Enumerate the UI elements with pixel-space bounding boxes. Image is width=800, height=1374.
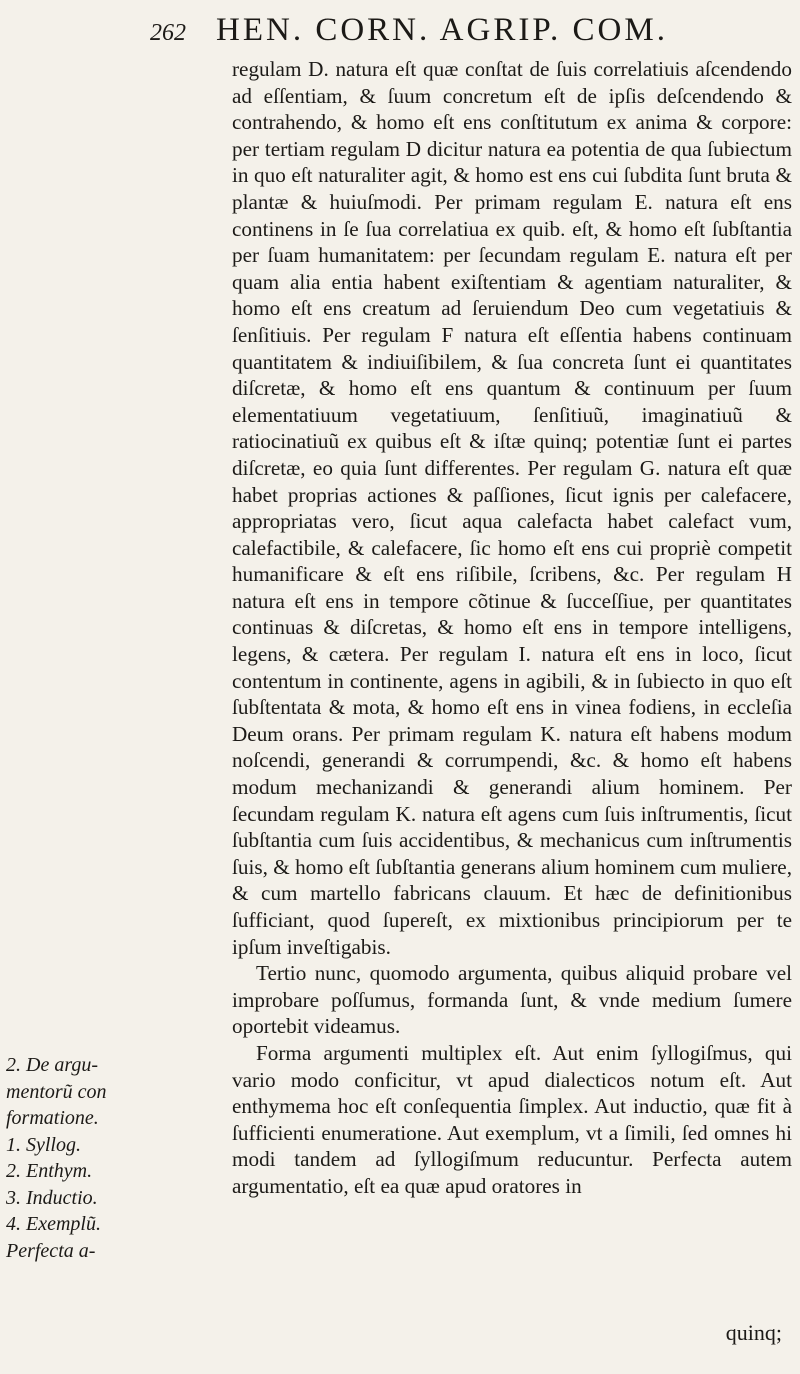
paragraph-argument-intro: Tertio nunc, quomodo argumenta, quibus aliquid probare vel improbare poſſumus, formanda ſunt, & vnde medium ſumere oportebit videamus. — [232, 961, 792, 1039]
margin-note: 3. Inductio. — [6, 1186, 98, 1209]
page-header — [150, 12, 710, 52]
margin-note: 1. Syllog. — [6, 1133, 81, 1156]
page-number: 262 — [150, 20, 186, 46]
margin-note: formatione. — [6, 1107, 99, 1129]
margin-note: Perfecta a- — [6, 1239, 96, 1262]
margin-notes — [6, 1052, 226, 1264]
running-head: HEN. CORN. AGRIP. COM. — [216, 12, 668, 48]
margin-note: 2. De argu- — [6, 1054, 99, 1076]
paragraph-argument-forms: Forma argumenti multiplex eſt. Aut enim ſyllogiſmus, qui vario modo conficitur, vt apud dialecticos notum eſt. Aut enthymema hoc eſt conſequentia ſimplex. Aut inductio, quæ fit à ſufficienti enumeratione. Aut exemplum, vt a ſimili, ſed omnes hi modi tandem ad ſyllogiſmum reducuntur. Perfecta autem argumentatio, eſt ea quæ apud oratores in — [232, 1040, 792, 1198]
main-text — [232, 56, 792, 1200]
margin-note: 4. Exemplũ. — [6, 1213, 101, 1235]
paragraph-definitions: regulam D. natura eſt quæ conſtat de ſuis correlatiuis aſcendendo ad eſſentiam, & ſuum concretum eſt de ipſis deſcendendo & contrahendo, & homo eſt ens conſtitutum ex anima & corpore: per tertiam regulam D dicitur natura ea potentia de qua ſubiectum in quo eſt naturaliter agit, & homo est ens cui ſubdita ſunt bruta & plantæ & huiuſmodi. Per primam regulam E. natura eſt ens continens in ſe ſua correlatiua ex quib. eſt, & homo eſt ſubſtantia per ſuam humanitatem: per ſecundam regulam E. natura eſt per quam alia entia habent exiſtentiam & agentiam naturaliter, & homo eſt ens creatum ad ſeruiendum Deo cum vegetatiuis & ſenſitiuis. Per regulam F natura eſt eſſentia habens continuam quantitatem & indiuiſibilem, & ſua concreta ſunt ei quantitates diſcretæ, & homo eſt ens quantum & continuum per ſuum elementatiuum vegetatiuum, ſenſitiuũ, imaginatiuũ & ratiocinatiuũ ex quibus eſt & iſtæ quinq; potentiæ ſunt ei partes diſcretæ, eo quia ſunt differentes. Per regulam G. natura eſt quæ habet proprias actiones & paſſiones, ſicut ignis per calefacere, appropriatas vero, ſicut aqua calefacta habet calefact vum, calefactibile, & calefacere, ſic homo eſt ens cui propriè competit humanificare & eſt ens riſibile, ſcribens, &c. Per regulam H natura eſt ens in tempore cõtinue & ſucceſſiue, per quantitates continuas & diſcretas, & homo eſt ens in tempore intelligens, legens, & cætera. Per regulam I. natura eſt ens in loco, ſicut contentum in continente, agens in agibili, & in ſubiecto in quo eſt ſubſtentata & mota, & homo eſt ens in vinea fodiens, in eccleſia Deum orans. Per primam regulam K. natura eſt habens modum noſcendi, generandi & corrumpendi, &c. & homo eſt habens modum mechanizandi & generandi alium hominem. Per ſecundam regulam K. natura eſt agens cum ſuis inſtrumentis, ſicut ſubſtantia cum ſuis accidentibus, & mechanicus cum inſtrumentis ſuis, & homo eſt ſubſtantia generans alium hominem cum muliere, & cum martello fabricans clauum. Et hæc de definitionibus ſufficiant, quod ſupereſt, ex mixtionibus principiorum per te ipſum inveſtigabis. — [232, 57, 792, 959]
margin-note: 2. Enthym. — [6, 1160, 93, 1182]
margin-note: mentorũ con — [6, 1080, 107, 1103]
catchword: quinq; — [725, 1320, 782, 1345]
